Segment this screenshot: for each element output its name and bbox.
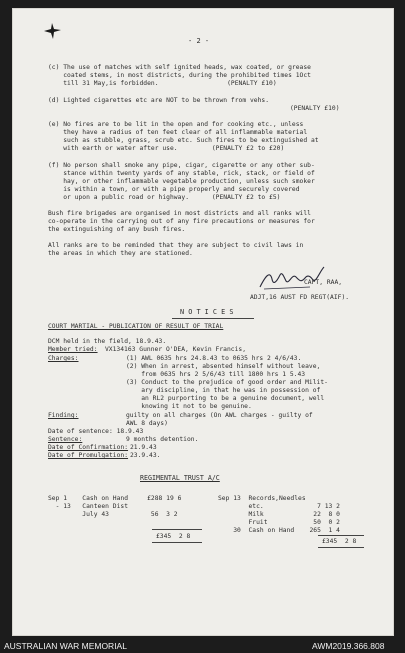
rule-e-line-1: (e) No fires are to be lit in the open and for cooking etc., unless [48, 121, 304, 128]
finding-label: Finding: [48, 412, 79, 419]
finding-line-1: guilty on all charges (On AWL charges - guilty of [126, 412, 313, 419]
footer-accession-number: AWM2019.366.808 [312, 641, 385, 651]
document-page [12, 8, 394, 636]
right-total-double-rule [318, 547, 364, 548]
signature-rank: CAPT, RAA, [304, 279, 343, 286]
archive-footer [0, 637, 405, 653]
member-label: Member tried: [48, 346, 98, 353]
trust-right-line-3: Milk 22 8 0 [218, 511, 340, 518]
rule-e-line-3: such as stubble, grass, scrub etc. Such fires to be extinguished at [48, 137, 319, 144]
charge-line-2: (2) When in arrest, absented himself without leave, [126, 363, 321, 370]
trust-right-total: £345 2 8 [322, 538, 357, 545]
rule-c-line-3: till 31 May,is forbidden. (PENALTY £10) [48, 80, 277, 87]
member-value: VX134163 Gunner O'DEA, Kevin Francis, [105, 346, 247, 353]
rule-f-line-2: stance within twenty yards of any stable, rick, stack, or field of [48, 170, 315, 177]
notices-heading: N O T I C E S [180, 308, 234, 316]
confirmation-value: 21.9.43 [130, 444, 157, 451]
trust-right-line-5: 30 Cash on Hand 265 1 4 [218, 527, 340, 534]
rule-f-line-4: is within a town, or with a pipe properly and securely covered [48, 186, 300, 193]
charge-line-6: an RL2 purporting to be a genuine document, well [126, 395, 325, 402]
rule-d-line: (d) Lighted cigarettes etc are NOT to be thrown from vehs. [48, 97, 270, 104]
left-total-rule [152, 529, 202, 530]
footer-institution: AUSTRALIAN WAR MEMORIAL [4, 641, 127, 651]
brigade-line-3: the extinguishing of any bush fires. [48, 226, 186, 233]
charge-line-1: (1) AWL 0635 hrs 24.8.43 to 0635 hrs 2 4/6/43. [126, 355, 302, 362]
handwritten-signature [258, 265, 328, 291]
rule-d-penalty: (PENALTY £10) [290, 105, 340, 112]
pin-hole-mark [42, 21, 62, 41]
civil-line-1: All ranks are to be reminded that they are subject to civil laws in [48, 242, 304, 249]
promulgation-value: 23.9.43. [130, 452, 161, 459]
trust-heading: REGIMENTAL TRUST A/C [140, 474, 220, 482]
brigade-line-1: Bush fire brigades are organised in most districts and all ranks will [48, 210, 311, 217]
charge-line-7: knowing it not to be genuine. [126, 403, 252, 410]
rule-f-line-5: or upon a public road or highway. (PENALTY £2 to £5) [48, 194, 281, 201]
trust-left-line-3: July 43 56 3 2 [48, 511, 178, 518]
rule-e-line-4: with earth or water after use. (PENALTY £2 to £20) [48, 145, 285, 152]
rule-c-line-1: (c) The use of matches with self ignited heads, wax coated, or grease [48, 64, 311, 71]
charge-line-5: ary discipline, in that he was in possession of [126, 387, 321, 394]
rule-e-line-2: they have a radius of ten feet clear of all inflammable material [48, 129, 308, 136]
trust-left-line-1: Sep 1 Cash on Hand £288 19 6 [48, 495, 182, 502]
trust-right-line-4: Fruit 50 0 2 [218, 519, 340, 526]
trust-left-total: £345 2 8 [156, 533, 191, 540]
right-total-rule [318, 535, 364, 536]
sentence-value: 9 months detention. [126, 436, 199, 443]
left-total-double-rule [152, 542, 202, 543]
charge-line-4: (3) Conduct to the prejudice of good order and Milit- [126, 379, 328, 386]
finding-line-2: AWL 8 days) [126, 420, 168, 427]
trust-right-line-2: etc. 7 13 2 [218, 503, 340, 510]
promulgation-label: Date of Promulgation: [48, 452, 129, 459]
sentence-label: Sentence: [48, 436, 83, 443]
charge-line-3: from 0635 hrs 2 5/6/43 till 1800 hrs 1 5.43 [126, 371, 306, 378]
rule-f-line-3: hay, or other inflammable vegetable production, unless such smoker [48, 178, 315, 185]
page-number: - 2 - [188, 37, 210, 45]
signature-unit: ADJT,16 AUST FD REGT(AIF). [250, 294, 350, 301]
confirmation-label: Date of Confirmation: [48, 444, 129, 451]
rule-c-line-2: coated stems, in most districts, during the prohibited times 1Oct [48, 72, 311, 79]
dcm-held-line: DCM held in the field, 18.9.43. [48, 338, 167, 345]
rule-f-line-1: (f) No person shall smoke any pipe, cigar, cigarette or any other sub- [48, 162, 315, 169]
notices-underline [172, 318, 254, 319]
court-martial-title: COURT MARTIAL - PUBLICATION OF RESULT OF TRIAL [48, 323, 224, 330]
date-of-sentence: Date of sentence: 18.9.43 [48, 428, 144, 435]
trust-right-line-1: Sep 13 Records,Needles [218, 495, 306, 502]
charges-label: Charges: [48, 355, 79, 362]
civil-line-2: the areas in which they are stationed. [48, 250, 193, 257]
brigade-line-2: co-operate in the carrying out of any fire precautions or measures for [48, 218, 315, 225]
trust-left-line-2: - 13 Canteen Dist [48, 503, 129, 510]
